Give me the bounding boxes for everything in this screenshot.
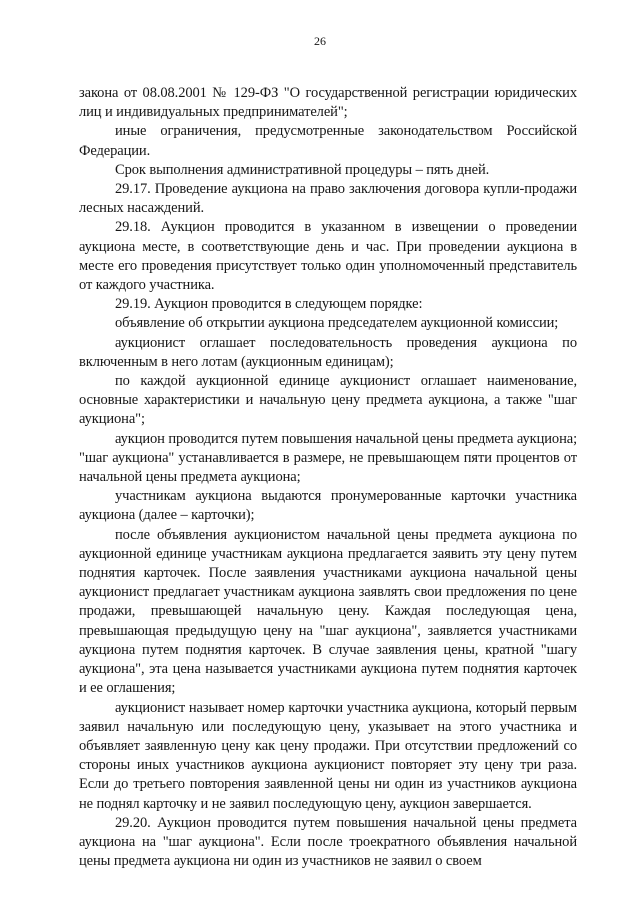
paragraph-procedure-deadline: Срок выполнения административной процедуры – пять дней.: [115, 161, 490, 178]
paragraph-cards-issued: участникам аукциона выдаются пронумерованные карточки участника аукциона (далее – карточки);: [79, 488, 577, 524]
paragraph-bidding-process: после объявления аукционистом начальной цены предмета аукциона по аукционной единице участникам аукциона предлагается заявить эту цену путем поднятия карточек. После заявления участниками аукциона начальной цены аукционист предлагает участникам аукциона заявлять свои предложения по цене продажи, превышающей начальную цену. Каждая последующая цена, превышающая предыдущую цену на "шаг аукциона", заявляется участниками аукциона путем поднятия карточек. В случае заявления цены, кратной "шагу аукциона", эта цена называется участниками аукциона путем поднятия карточек и ее оглашения;: [79, 526, 577, 697]
paragraph-29-18: 29.18. Аукцион проводится в указанном в извещении о проведении аукциона месте, в соответствующие день и час. При проведении аукциона в месте его проведения присутствует только один уполномоченный представитель от каждого участника.: [79, 219, 577, 294]
paragraph-auction-opening: объявление об открытии аукциона председателем аукционной комиссии;: [115, 315, 559, 332]
paragraph-lot-announcement: по каждой аукционной единице аукционист оглашает наименование, основные характеристики и начальную цену предмета аукциона, а также "шаг аукциона";: [79, 373, 577, 428]
paragraph-auction-step: аукцион проводится путем повышения начальной цены предмета аукциона; "шаг аукциона" устанавливается в размере, не превышающем пяти процентов от начальной цены предмета аукциона;: [79, 430, 578, 486]
paragraph-29-20: 29.20. Аукцион проводится путем повышения начальной цены предмета аукциона на "шаг аукциона". Если после троекратного объявления начальной цены предмета аукциона ни один из участников не заявил о своем: [79, 814, 577, 870]
paragraph-other-restrictions: иные ограничения, предусмотренные законодательством Российской Федерации.: [79, 123, 577, 159]
paragraph-auction-completion: аукционист называет номер карточки участника аукциона, который первым заявил начальную или последующую цену, указывает на этого участника и объявляет заявленную цену как цену продажи. При отсутствии предложений со стороны иных участников аукциона аукционист повторяет эту цену три раза. Если до третьего повторения заявленной цены ни один из участников аукциона не поднял карточку и не заявил последующую цену, аукцион завершается.: [79, 699, 577, 812]
paragraph-lot-sequence: аукционист оглашает последовательность проведения аукциона по включенным в него лотам (аукционным единицам);: [79, 334, 577, 370]
paragraph-continued: закона от 08.08.2001 № 129-ФЗ "О государственной регистрации юридических лиц и индивидуальных предпринимателей";: [79, 85, 577, 121]
page-number: 26: [314, 34, 326, 48]
document-body: [79, 84, 577, 871]
paragraph-29-17: 29.17. Проведение аукциона на право заключения договора купли-продажи лесных насаждений.: [79, 181, 577, 217]
paragraph-29-19: 29.19. Аукцион проводится в следующем порядке:: [115, 296, 423, 313]
